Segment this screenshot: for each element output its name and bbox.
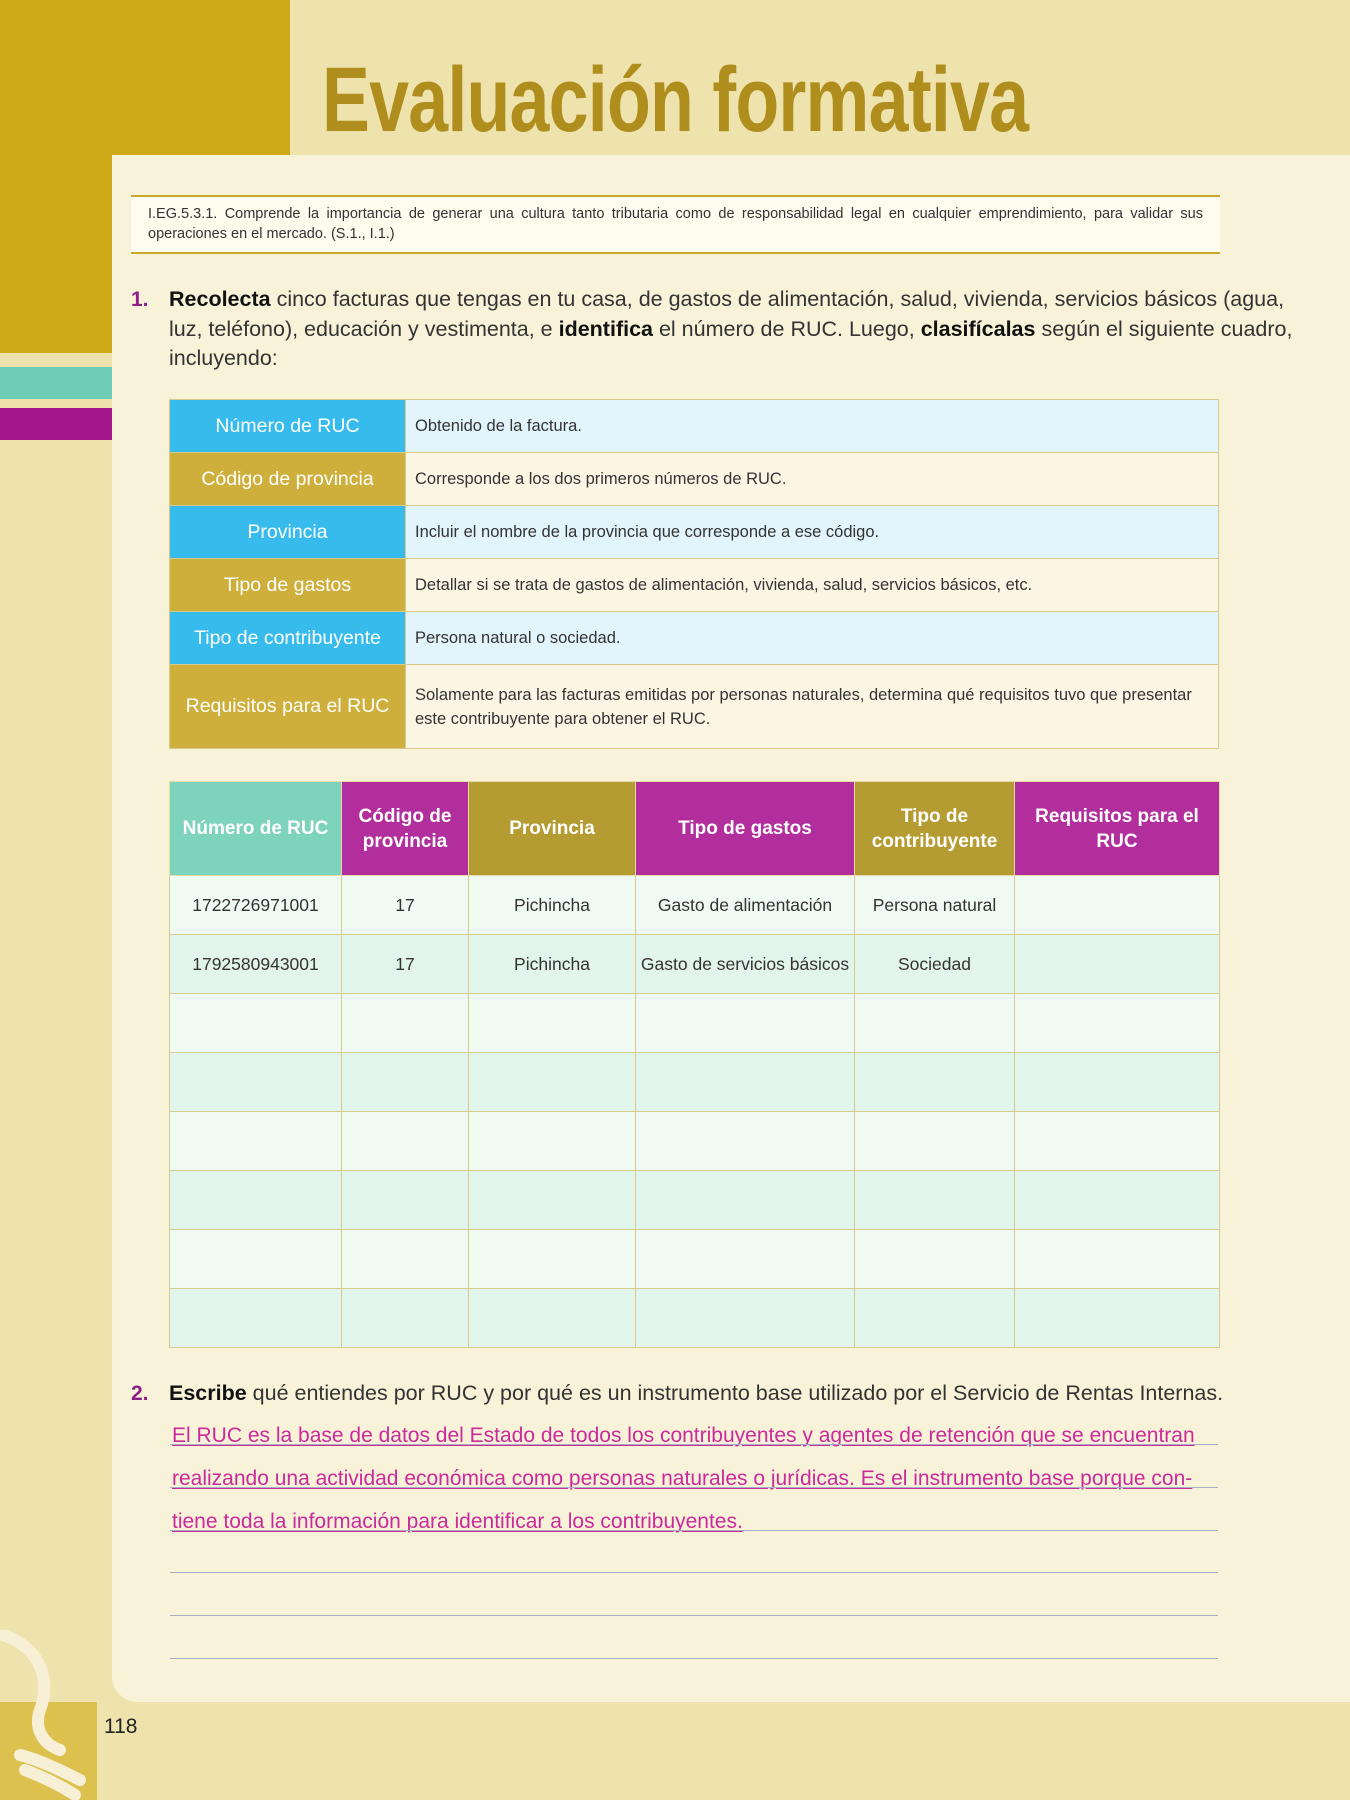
- table-cell: 17: [342, 876, 469, 935]
- table-cell: 17: [342, 935, 469, 994]
- magenta-accent-stripe: [0, 408, 112, 440]
- definition-label: Provincia: [170, 506, 406, 559]
- line-text: qué entiendes por RUC y por qué es un instrumento base utilizado por el Servicio de Rentas Internas.: [246, 1381, 1224, 1405]
- answer-line-3: tiene toda la información para identificar a los contribuyentes.: [172, 1510, 743, 1533]
- question-1-line-1: [169, 285, 1292, 315]
- writing-line[interactable]: [170, 1572, 1218, 1573]
- table-row: [170, 1171, 1220, 1230]
- column-header: Número de RUC: [170, 782, 342, 876]
- page-title: Evaluación formativa: [322, 49, 1029, 151]
- table-cell[interactable]: [170, 1171, 342, 1230]
- question-1-line-2: [169, 315, 1292, 345]
- definition-description: Obtenido de la factura.: [406, 400, 1219, 453]
- table-cell[interactable]: [170, 1112, 342, 1171]
- table-cell[interactable]: [469, 994, 636, 1053]
- definition-table: [169, 399, 1219, 749]
- definition-label: Requisitos para el RUC: [170, 665, 406, 749]
- table-cell[interactable]: [1015, 1112, 1220, 1171]
- table-cell[interactable]: [342, 1112, 469, 1171]
- table-cell: Gasto de alimentación: [636, 876, 855, 935]
- definition-row: [170, 453, 1219, 506]
- table-cell[interactable]: [469, 1053, 636, 1112]
- definition-label: Tipo de contribuyente: [170, 612, 406, 665]
- writing-line[interactable]: [170, 1487, 1218, 1488]
- definition-description: Persona natural o sociedad.: [406, 612, 1219, 665]
- table-cell: Gasto de servicios básicos: [636, 935, 855, 994]
- table-cell[interactable]: [469, 1289, 636, 1348]
- table-cell[interactable]: [469, 1230, 636, 1289]
- table-cell[interactable]: [1015, 994, 1220, 1053]
- table-cell[interactable]: [855, 1112, 1015, 1171]
- question-2-number: 2.: [131, 1382, 149, 1405]
- table-cell[interactable]: [855, 994, 1015, 1053]
- question-2-text: [169, 1379, 1223, 1409]
- line-text: incluyendo:: [169, 346, 278, 370]
- definition-description: Solamente para las facturas emitidas por personas naturales, determina qué requisitos tuvo que presentar este contribuyente para obtener el RUC.: [406, 665, 1219, 749]
- keyword-escribe: Escribe: [169, 1381, 247, 1405]
- table-cell[interactable]: [636, 1053, 855, 1112]
- teal-accent-stripe: [0, 367, 112, 399]
- table-body: [170, 876, 1220, 1348]
- table-cell[interactable]: [170, 1289, 342, 1348]
- table-cell[interactable]: [1015, 1289, 1220, 1348]
- table-cell[interactable]: [170, 1053, 342, 1112]
- definition-label: Código de provincia: [170, 453, 406, 506]
- column-header: Requisitos para el RUC: [1015, 782, 1220, 876]
- definition-label: Tipo de gastos: [170, 559, 406, 612]
- definition-description: Corresponde a los dos primeros números de RUC.: [406, 453, 1219, 506]
- table-cell[interactable]: [170, 1230, 342, 1289]
- table-row: [170, 1112, 1220, 1171]
- question-1-number: 1.: [131, 288, 149, 311]
- writing-line[interactable]: [170, 1530, 1218, 1531]
- column-header: Provincia: [469, 782, 636, 876]
- table-cell[interactable]: [342, 1171, 469, 1230]
- line-text: luz, teléfono), educación y vestimenta, e: [169, 316, 559, 341]
- table-cell[interactable]: [342, 1289, 469, 1348]
- table-cell: 1722726971001: [170, 876, 342, 935]
- table-cell[interactable]: [342, 994, 469, 1053]
- table-cell: Sociedad: [855, 935, 1015, 994]
- table-cell[interactable]: [636, 1112, 855, 1171]
- table-cell: 1792580943001: [170, 935, 342, 994]
- writing-line[interactable]: [170, 1658, 1218, 1659]
- evaluation-indicator: I.EG.5.3.1. Comprende la importancia de generar una cultura tanto tributaria como de responsabilidad legal en cualquier emprendimiento, para validar sus operaciones en el mercado. (S.1., I.1.): [131, 195, 1220, 254]
- answer-line-1: El RUC es la base de datos del Estado de todos los contribuyentes y agentes de retención que se encuentran: [172, 1424, 1195, 1447]
- writing-line[interactable]: [170, 1615, 1218, 1616]
- table-cell[interactable]: [342, 1230, 469, 1289]
- table-cell: Pichincha: [469, 935, 636, 994]
- definition-label: Número de RUC: [170, 400, 406, 453]
- definition-row: [170, 559, 1219, 612]
- table-cell[interactable]: [855, 1230, 1015, 1289]
- table-cell[interactable]: [636, 1171, 855, 1230]
- lightbulb-icon: [0, 1630, 100, 1800]
- table-cell[interactable]: [855, 1289, 1015, 1348]
- table-cell: Pichincha: [469, 876, 636, 935]
- keyword-recolecta: Recolecta: [169, 287, 271, 311]
- keyword-identifica: identifica: [558, 316, 653, 341]
- question-1-line-3: [169, 344, 1292, 374]
- table-row: [170, 876, 1220, 935]
- line-text: el número de RUC. Luego,: [653, 316, 921, 341]
- line-text: según el siguiente cuadro,: [1035, 316, 1293, 341]
- table-row: [170, 1230, 1220, 1289]
- table-cell[interactable]: [342, 1053, 469, 1112]
- definition-row: [170, 665, 1219, 749]
- table-cell[interactable]: [1015, 935, 1220, 994]
- invoice-classification-table: [169, 781, 1220, 1348]
- table-cell[interactable]: [170, 994, 342, 1053]
- writing-line[interactable]: [170, 1444, 1218, 1445]
- definition-row: [170, 506, 1219, 559]
- keyword-clasificalas: clasifícalas: [920, 316, 1036, 341]
- table-row: [170, 1053, 1220, 1112]
- definition-row: [170, 400, 1219, 453]
- table-cell[interactable]: [1015, 1053, 1220, 1112]
- table-header-row: [170, 782, 1220, 876]
- table-cell[interactable]: [469, 1171, 636, 1230]
- table-cell[interactable]: [1015, 876, 1220, 935]
- table-cell[interactable]: [636, 994, 855, 1053]
- definition-description: Detallar si se trata de gastos de alimentación, vivienda, salud, servicios básicos, etc.: [406, 559, 1219, 612]
- definition-row: [170, 612, 1219, 665]
- table-cell[interactable]: [1015, 1171, 1220, 1230]
- table-row: [170, 994, 1220, 1053]
- column-header: Tipo de contribuyente: [855, 782, 1015, 876]
- table-cell[interactable]: [636, 1289, 855, 1348]
- table-cell[interactable]: [1015, 1230, 1220, 1289]
- table-cell[interactable]: [636, 1230, 855, 1289]
- table-row: [170, 935, 1220, 994]
- answer-line-2: realizando una actividad económica como personas naturales o jurídicas. Es el instrumento base porque con-: [172, 1467, 1193, 1490]
- column-header: Tipo de gastos: [636, 782, 855, 876]
- table-cell[interactable]: [855, 1171, 1015, 1230]
- table-cell[interactable]: [855, 1053, 1015, 1112]
- definition-description: Incluir el nombre de la provincia que corresponde a ese código.: [406, 506, 1219, 559]
- page-number: 118: [104, 1715, 138, 1738]
- table-row: [170, 1289, 1220, 1348]
- line-text: cinco facturas que tengas en tu casa, de gastos de alimentación, salud, vivienda, servicios básicos (agua,: [270, 287, 1285, 311]
- question-1-text: [169, 285, 1292, 374]
- table-cell: Persona natural: [855, 876, 1015, 935]
- table-cell[interactable]: [469, 1112, 636, 1171]
- column-header: Código de provincia: [342, 782, 469, 876]
